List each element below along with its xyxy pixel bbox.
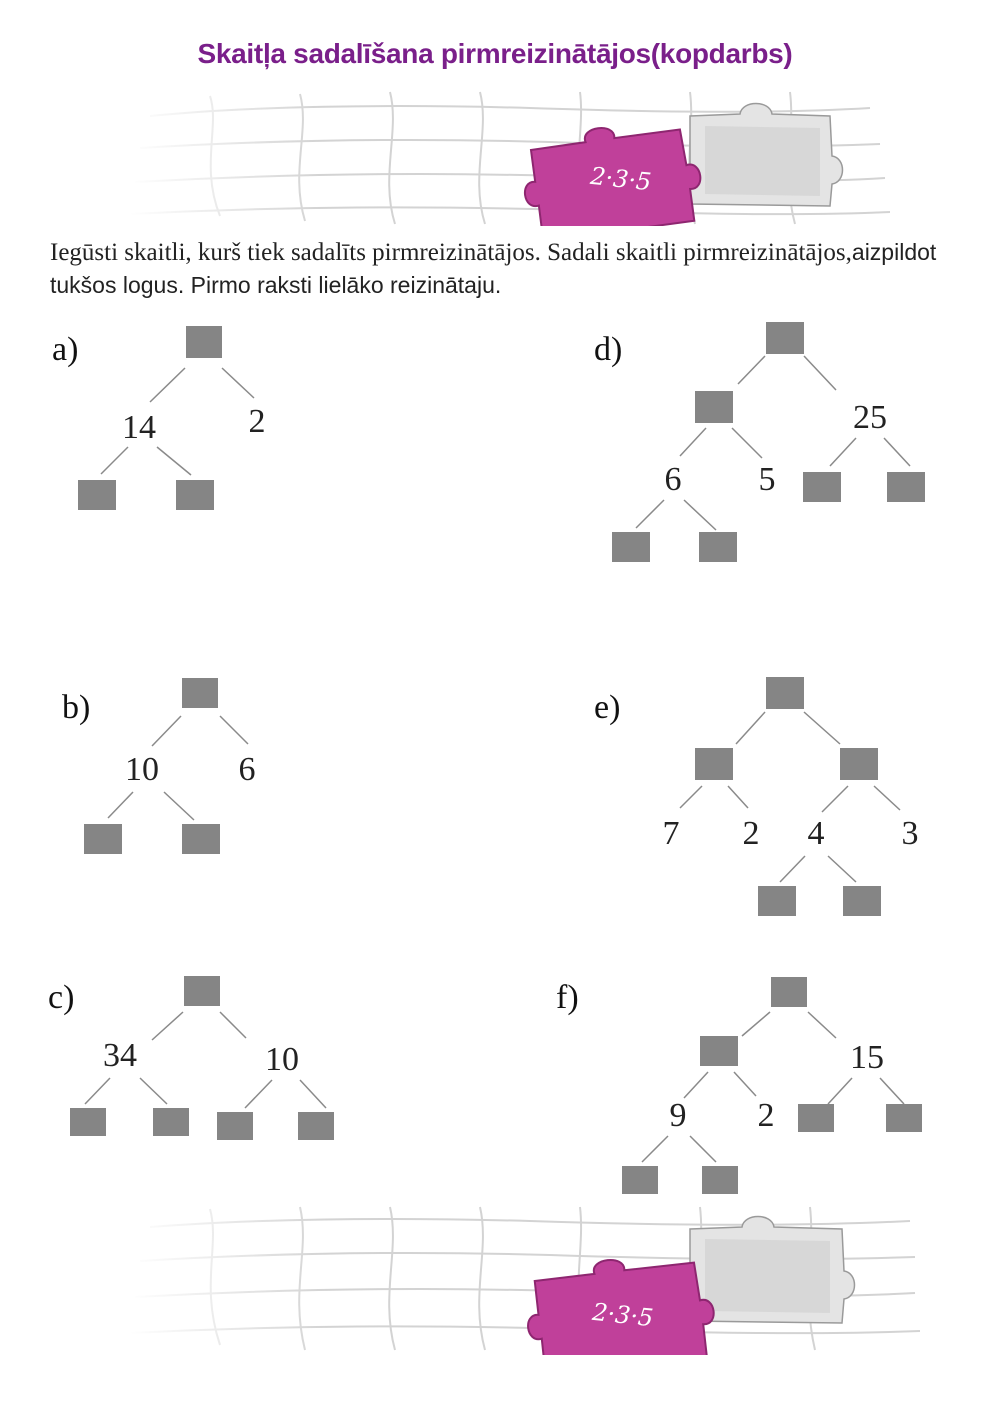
instructions-part2: aizpildot tukšos logus [50, 239, 937, 298]
answer-box-f-r2[interactable] [886, 1104, 922, 1132]
answer-box-a-left[interactable] [78, 480, 116, 510]
answer-box-c-1[interactable] [70, 1108, 106, 1136]
exercise-a [52, 326, 266, 510]
page-title: Skaitļa sadalīšana pirmreizinātājos(kopdarbs) [197, 38, 793, 69]
answer-box-d-root[interactable] [766, 322, 804, 354]
tree-number-b-1: 10 [125, 751, 159, 788]
answer-box-d-r2[interactable] [887, 472, 925, 502]
tree-number-a-1: 14 [122, 409, 156, 446]
answer-box-d-r1[interactable] [803, 472, 841, 502]
answer-box-c-4[interactable] [298, 1112, 334, 1140]
tree-number-a-2: 2 [248, 403, 266, 440]
answer-box-d-mid[interactable] [695, 391, 733, 423]
puzzle-banner-bottom [130, 1205, 920, 1355]
instructions-part3: . Pirmo raksti lielāko reizinātaju. [177, 272, 502, 298]
tree-number-f-2: 9 [669, 1097, 687, 1134]
exercise-label-b: b) [62, 689, 91, 726]
answer-box-e-l1[interactable] [758, 886, 796, 916]
tree-number-e-2: 2 [742, 815, 760, 852]
answer-box-c-root[interactable] [184, 976, 220, 1006]
tree-number-e-3: 4 [807, 815, 825, 852]
exercise-b [62, 678, 256, 854]
tree-number-d-2: 6 [664, 461, 682, 498]
answer-box-e-l2[interactable] [843, 886, 881, 916]
exercise-e [594, 677, 919, 916]
tree-number-d-1: 25 [853, 399, 887, 436]
tree-number-f-3: 2 [757, 1097, 775, 1134]
answer-box-f-mid[interactable] [700, 1036, 738, 1066]
answer-box-e-right[interactable] [840, 748, 878, 780]
tree-number-e-4: 3 [901, 815, 919, 852]
instructions-part1: Iegūsti skaitli, kurš tiek sadalīts pirmreizinātājos. Sadali skaitli pirmreizinātājos, [50, 239, 852, 266]
answer-box-e-root[interactable] [766, 677, 804, 709]
tree-number-d-3: 5 [758, 461, 776, 498]
exercise-c [48, 976, 334, 1140]
answer-box-d-l1[interactable] [612, 532, 650, 562]
answer-box-f-l2[interactable] [702, 1166, 738, 1194]
answer-box-a-root[interactable] [186, 326, 222, 358]
exercise-label-d: d) [594, 331, 623, 368]
answer-box-b-left[interactable] [84, 824, 122, 854]
answer-box-f-root[interactable] [771, 977, 807, 1007]
answer-box-b-root[interactable] [182, 678, 218, 708]
answer-box-f-l1[interactable] [622, 1166, 658, 1194]
exercise-d [594, 322, 925, 562]
puzzle-label: 2·3·5 [589, 161, 653, 197]
answer-box-c-2[interactable] [153, 1108, 189, 1136]
answer-box-a-right[interactable] [176, 480, 214, 510]
tree-number-c-2: 10 [265, 1041, 299, 1078]
tree-number-f-1: 15 [850, 1039, 884, 1076]
exercise-f [556, 977, 922, 1194]
answer-box-b-right[interactable] [182, 824, 220, 854]
exercise-label-e: e) [594, 689, 621, 726]
answer-box-c-3[interactable] [217, 1112, 253, 1140]
answer-box-f-r1[interactable] [798, 1104, 834, 1132]
answer-box-d-l2[interactable] [699, 532, 737, 562]
exercise-label-a: a) [52, 331, 79, 368]
exercise-label-f: f) [556, 979, 579, 1016]
tree-number-c-1: 34 [103, 1037, 137, 1074]
puzzle-label-bottom: 2·3·5 [591, 1297, 655, 1333]
tree-number-b-2: 6 [238, 751, 256, 788]
exercise-label-c: c) [48, 979, 75, 1016]
answer-box-e-left[interactable] [695, 748, 733, 780]
tree-number-e-1: 7 [662, 815, 680, 852]
